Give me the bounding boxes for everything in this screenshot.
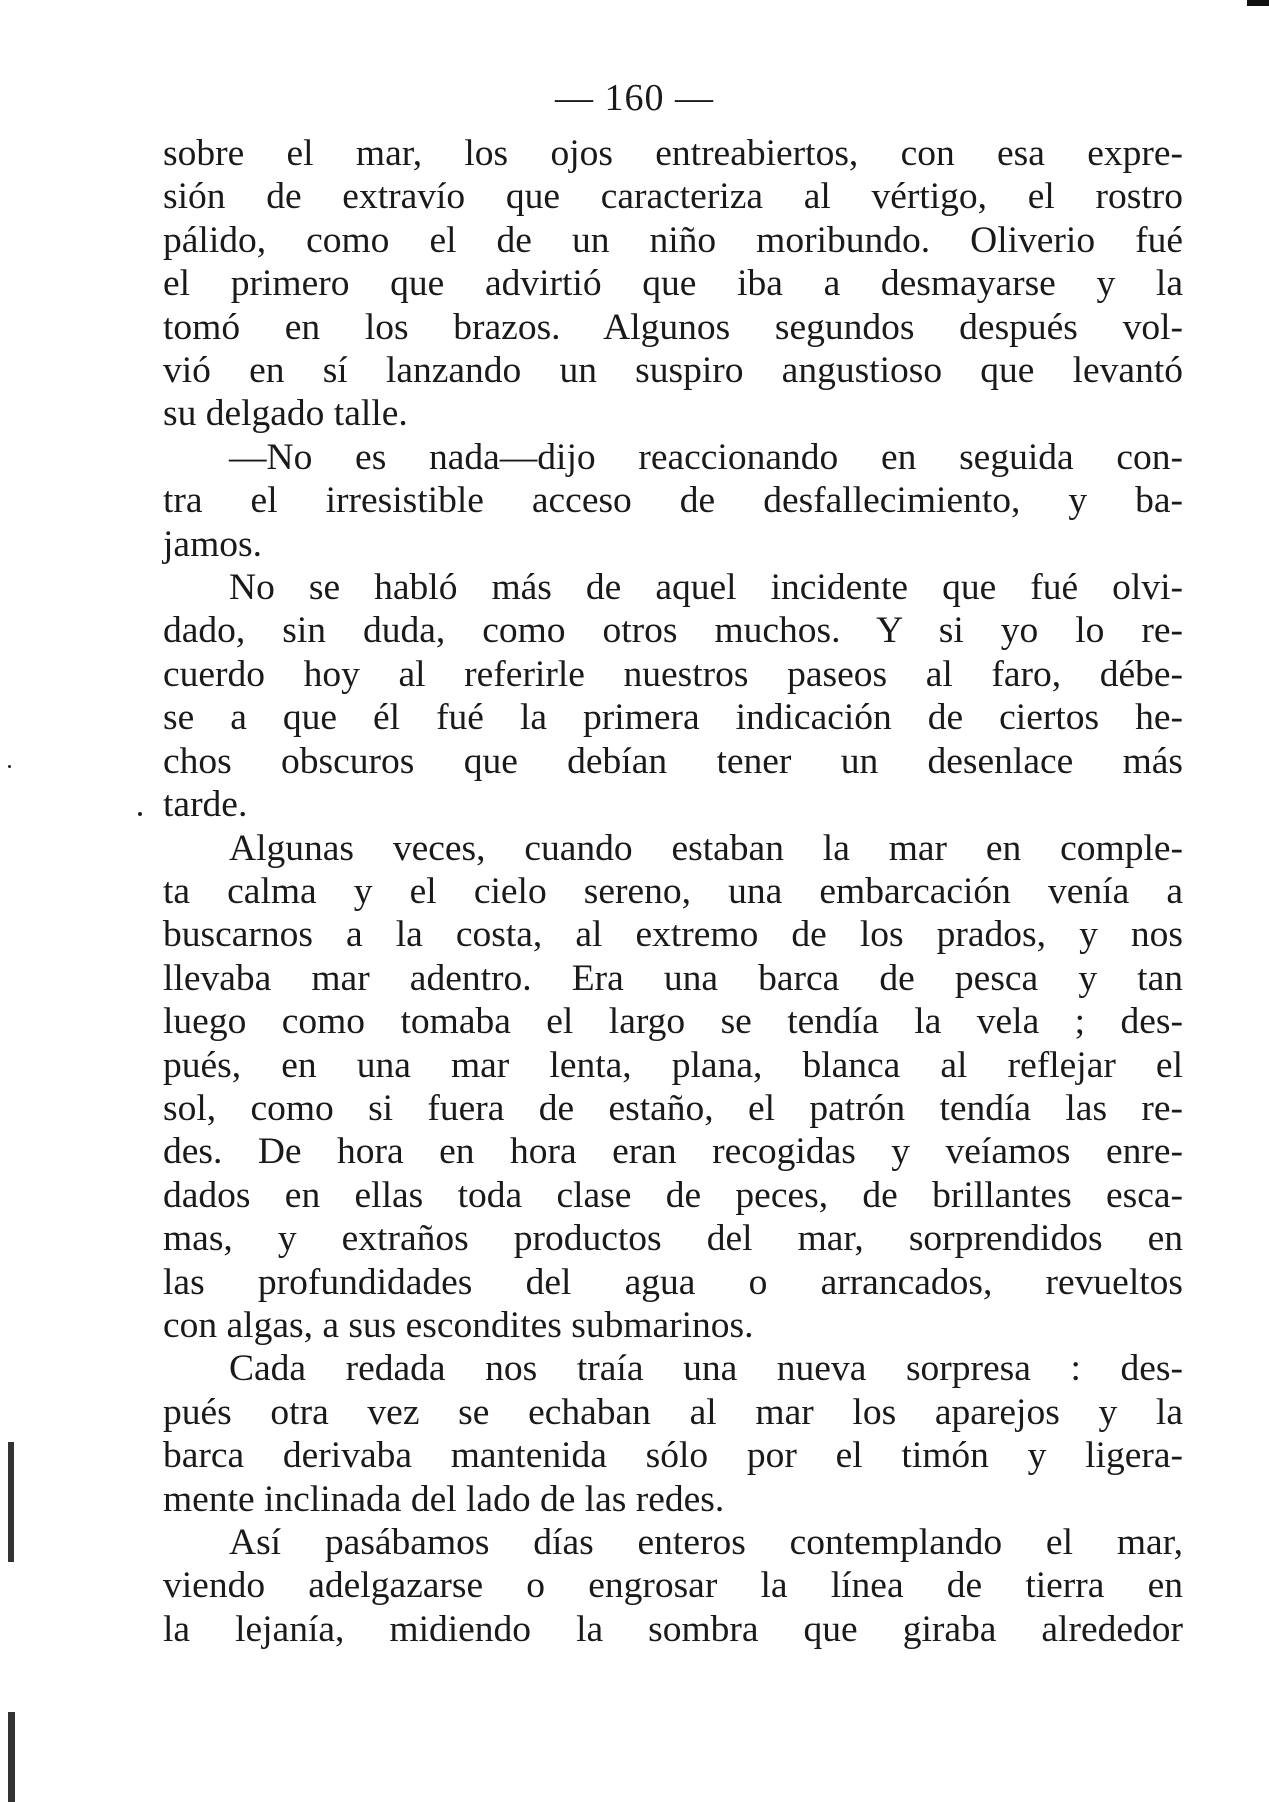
text-line: dados en ellas toda clase de peces, de brillantes esca- [163, 1174, 1183, 1216]
body-text [163, 132, 1183, 1651]
text-line: el primero que advirtió que iba a desmayarse y la [163, 263, 1183, 305]
text-line: con algas, a sus escondites submarinos. [163, 1304, 754, 1346]
text-line: pués, en una mar lenta, plana, blanca al reflejar el [163, 1044, 1183, 1086]
text-line: jamos. [163, 523, 262, 565]
text-line: cuerdo hoy al referirle nuestros paseos al faro, débe- [163, 653, 1183, 695]
text-line: luego como tomaba el largo se tendía la vela ; des- [163, 1001, 1183, 1043]
text-line: tra el irresistible acceso de desfallecimiento, y ba- [163, 480, 1183, 522]
text-line: pálido, como el de un niño moribundo. Oliverio fué [163, 219, 1183, 261]
text-line: sol, como si fuera de estaño, el patrón tendía las re- [163, 1087, 1183, 1129]
text-line: vió en sí lanzando un suspiro angustioso que levantó [163, 350, 1183, 392]
text-line: pués otra vez se echaban al mar los aparejos y la [163, 1391, 1183, 1433]
text-line: Cada redada nos traía una nueva sorpresa : des- [229, 1348, 1183, 1390]
text-line: su delgado talle. [163, 393, 408, 435]
text-line: ta calma y el cielo sereno, una embarcación venía a [163, 870, 1183, 912]
text-line: las profundidades del agua o arrancados, revueltos [163, 1261, 1183, 1303]
scan-speck [8, 765, 11, 768]
text-line: mente inclinada del lado de las redes. [163, 1478, 725, 1520]
text-line: —No es nada—dijo reaccionando en seguida con- [229, 436, 1183, 478]
text-line: sobre el mar, los ojos entreabiertos, con esa expre- [163, 133, 1183, 174]
text-line: Así pasábamos días enteros contemplando el mar, [229, 1522, 1183, 1563]
scan-mark-top-right [1247, 0, 1269, 6]
text-line: sión de extravío que caracteriza al vértigo, el rostro [163, 176, 1183, 218]
text-line: viendo adelgazarse o engrosar la línea de tierra en [163, 1565, 1183, 1607]
page-number: — 160 — [555, 77, 714, 119]
text-line: dado, sin duda, como otros muchos. Y si yo lo re- [163, 610, 1183, 652]
scan-speck [138, 812, 142, 816]
scan-mark-bottom-left [8, 1712, 15, 1802]
text-line: tarde. [163, 784, 248, 826]
text-line: tomó en los brazos. Algunos segundos después vol- [163, 306, 1183, 348]
text-line: mas, y extraños productos del mar, sorprendidos en [163, 1218, 1183, 1260]
text-line: buscarnos a la costa, al extremo de los prados, y nos [163, 914, 1183, 956]
text-line: des. De hora en hora eran recogidas y veíamos enre- [163, 1131, 1183, 1173]
text-line: barca derivaba mantenida sólo por el timón y ligera- [163, 1435, 1183, 1477]
text-line: la lejanía, midiendo la sombra que giraba alrededor [163, 1608, 1183, 1650]
text-line: llevaba mar adentro. Era una barca de pesca y tan [163, 957, 1183, 999]
text-line: Algunas veces, cuando estaban la mar en comple- [229, 827, 1183, 869]
text-line: chos obscuros que debían tener un desenlace más [163, 740, 1183, 782]
scan-mark-left-edge [8, 1442, 14, 1562]
text-line: No se habló más de aquel incidente que fué olvi- [229, 567, 1183, 609]
text-line: se a que él fué la primera indicación de ciertos he- [163, 697, 1183, 739]
